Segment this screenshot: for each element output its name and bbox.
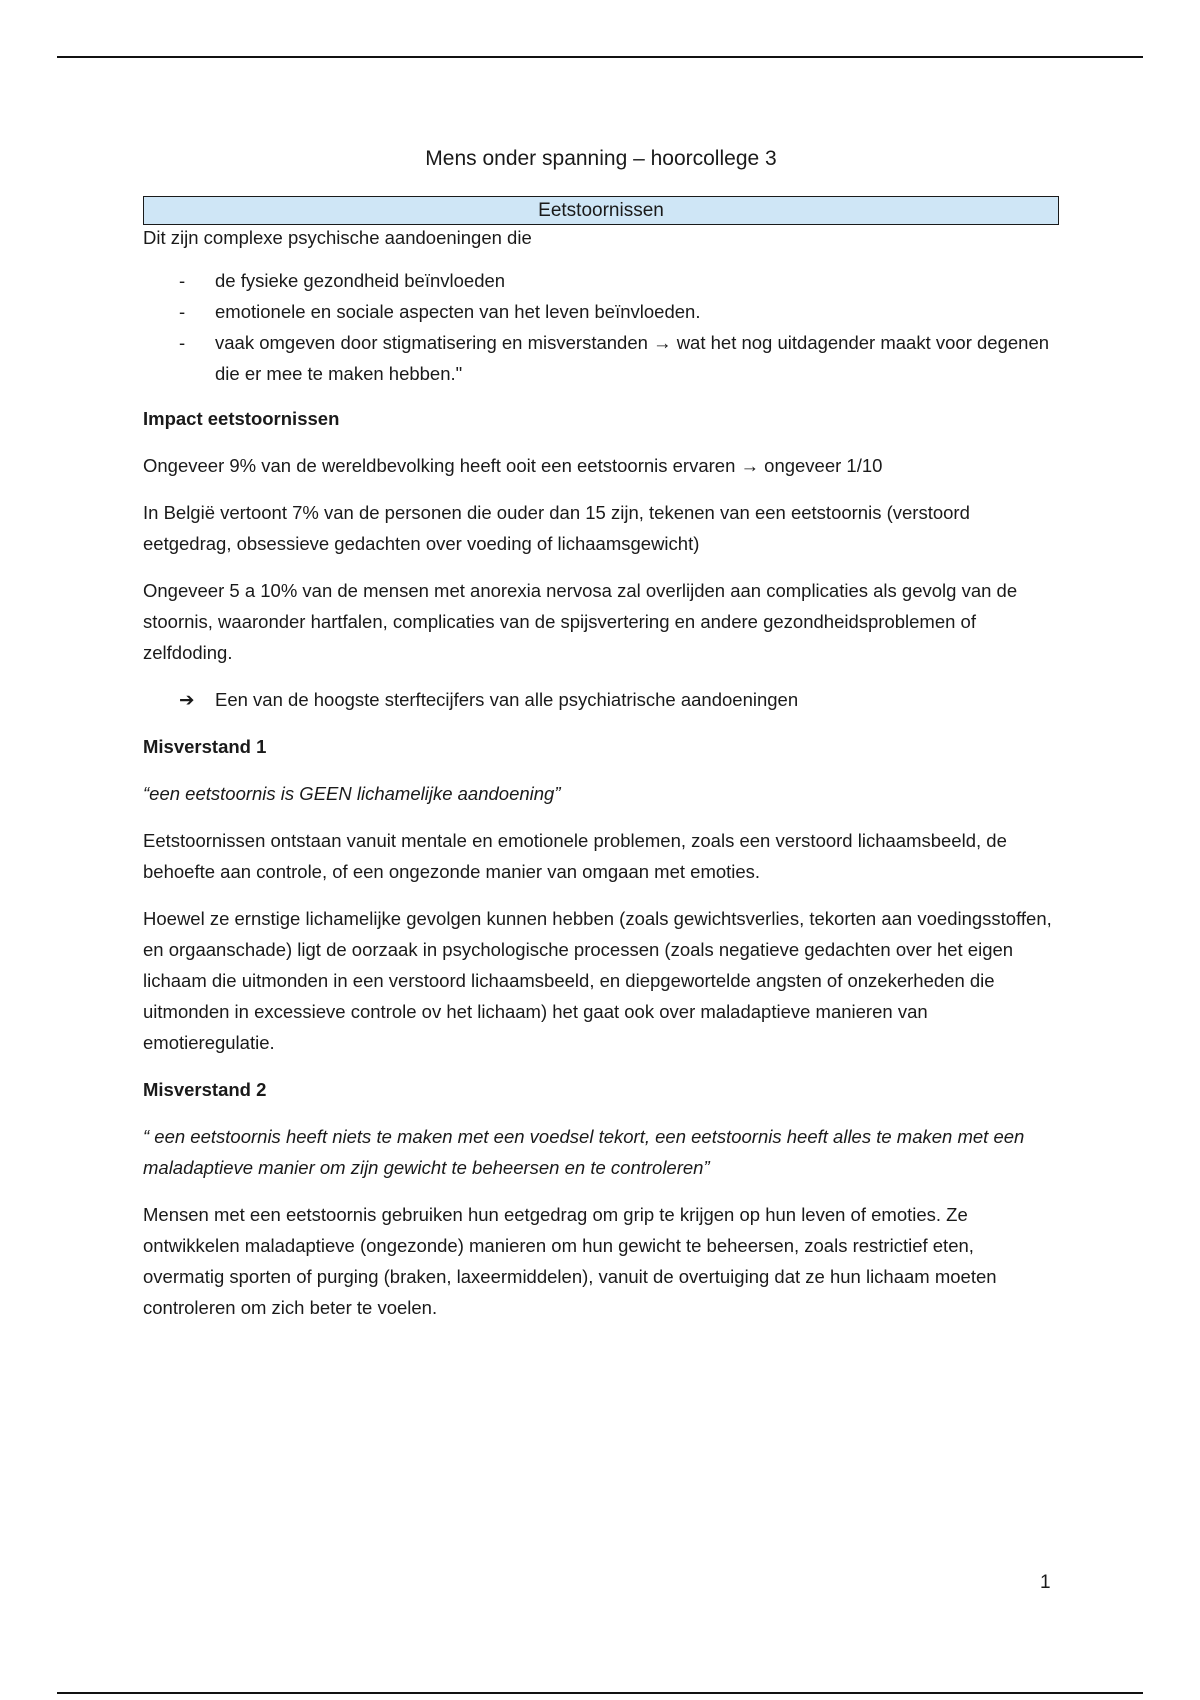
impact-conclusion	[143, 684, 1059, 715]
document-title: Mens onder spanning – hoorcollege 3	[425, 147, 777, 170]
misverstand-1-heading: Misverstand 1	[143, 736, 267, 757]
list-item	[143, 327, 1059, 389]
misverstand-1-paragraph-2: Hoewel ze ernstige lichamelijke gevolgen kunnen hebben (zoals gewichtsverlies, tekorten aan voedingsstoffen, en orgaanschade) ligt de oorzaak in psychologische processen (zoals negatieve gedachten over het eigen lichaam die uitmonden in een verstoord lichaamsbeeld, en diepgewortelde angsten of onzekerheden die uitmonden in excessieve controle ov het lichaam) het gaat ook over maladaptieve manieren van emotieregulatie.	[143, 908, 1052, 1053]
impact-conclusion-text: Een van de hoogste sterftecijfers van alle psychiatrische aandoeningen	[215, 689, 799, 710]
dash-marker: -	[179, 270, 186, 291]
impact-heading: Impact eetstoornissen	[143, 408, 340, 429]
misverstand-2-heading: Misverstand 2	[143, 1079, 267, 1100]
misverstand-1-quote: “een eetstoornis is GEEN lichamelijke aandoening”	[143, 783, 561, 804]
bullet-list	[143, 265, 1059, 389]
bottom-rule	[57, 1692, 1143, 1694]
misverstand-1-paragraph-1: Eetstoornissen ontstaan vanuit mentale en emotionele problemen, zoals een verstoord lichaamsbeeld, de behoefte aan controle, of een ongezonde manier van omgaan met emoties.	[143, 830, 1007, 882]
list-item-text: de fysieke gezondheid beïnvloeden	[215, 270, 506, 291]
page-number: 1	[1040, 1572, 1051, 1593]
list-item-text: emotionele en sociale aspecten van het leven beïnvloeden.	[215, 301, 701, 322]
misverstand-2-paragraph-1: Mensen met een eetstoornis gebruiken hun eetgedrag om grip te krijgen op hun leven of emoties. Ze ontwikkelen maladaptieve (ongezonde) manieren om hun gewicht te beheersen, zoals restrictief eten, overmatig sporten of purging (braken, laxeermiddelen), vanuit de overtuiging dat ze hun lichaam moeten controleren om zich beter te voelen.	[143, 1204, 997, 1318]
list-item	[143, 265, 1059, 296]
section-intro: Dit zijn complexe psychische aandoeningen die	[143, 227, 532, 248]
list-item	[143, 296, 1059, 327]
impact-paragraph-1: Ongeveer 9% van de wereldbevolking heeft ooit een eetstoornis ervaren → ongeveer 1/10	[143, 455, 883, 476]
arrow-icon: ➔	[179, 689, 195, 710]
list-item-text: vaak omgeven door stigmatisering en misverstanden → wat het nog uitdagender maakt voor degenen die er mee te maken hebben."	[215, 332, 1050, 384]
dash-marker: -	[179, 301, 186, 322]
misverstand-2-quote: “ een eetstoornis heeft niets te maken met een voedsel tekort, een eetstoornis heeft alles te maken met een maladaptieve manier om zijn gewicht te beheersen en te controleren”	[143, 1126, 1025, 1178]
impact-paragraph-2: In België vertoont 7% van de personen die ouder dan 15 zijn, tekenen van een eetstoornis (verstoord eetgedrag, obsessieve gedachten over voeding of lichaamsgewicht)	[143, 502, 970, 554]
section-heading: Eetstoornissen	[143, 196, 1059, 225]
dash-marker: -	[179, 332, 186, 353]
impact-paragraph-3: Ongeveer 5 a 10% van de mensen met anorexia nervosa zal overlijden aan complicaties als gevolg van de stoornis, waaronder hartfalen, complicaties van de spijsvertering en andere gezondheidsproblemen of zelfdoding.	[143, 580, 1018, 663]
top-rule	[57, 56, 1143, 58]
document-page	[143, 140, 1059, 1339]
